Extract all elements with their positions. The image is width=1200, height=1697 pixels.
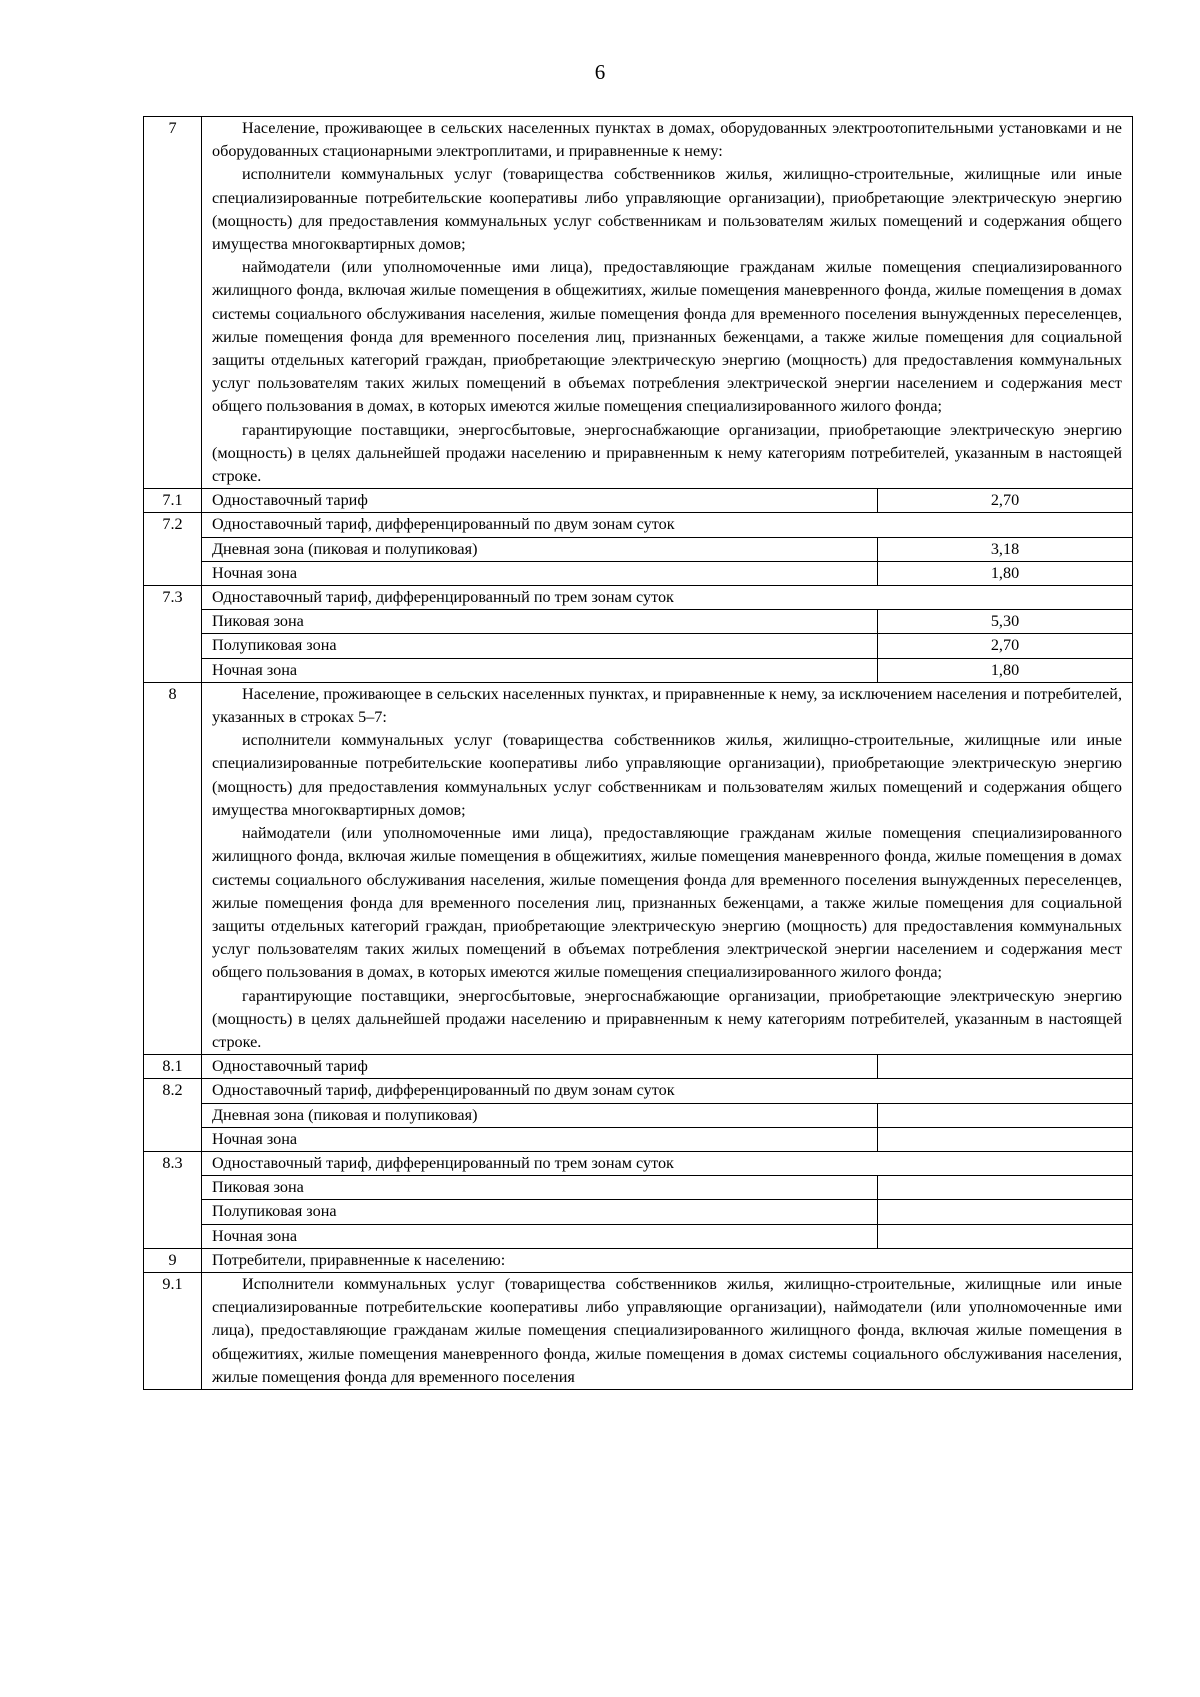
table-row: [144, 1200, 1133, 1224]
zone-label: Ночная зона: [202, 658, 878, 682]
tariff-table: [143, 116, 1133, 1390]
table-row: [144, 1176, 1133, 1200]
tariff-label: Одноставочный тариф: [202, 489, 878, 513]
paragraph: исполнители коммунальных услуг (товарищества собственников жилья, жилищно-строительные, жилищные или иные специализированные потребительские кооперативы либо управляющие организации), приобретающие электрическую энергию (мощность) для предоставления коммунальных услуг собственникам и пользователям жилых помещений и содержания общего имущества многоквартирных домов;: [212, 165, 1122, 254]
table-row: [144, 1151, 1133, 1175]
row-number: 7: [144, 117, 202, 489]
table-row: [144, 1272, 1133, 1389]
zone-label: Дневная зона (пиковая и полупиковая): [202, 537, 878, 561]
table-row: [144, 513, 1133, 537]
table-row: [144, 634, 1133, 658]
tariff-label: Одноставочный тариф, дифференцированный по двум зонам суток: [202, 513, 1133, 537]
row-number: 9.1: [144, 1272, 202, 1389]
zone-value: [877, 1176, 1132, 1200]
table-row: [144, 1103, 1133, 1127]
zone-label: Полупиковая зона: [202, 634, 878, 658]
table-row: [144, 537, 1133, 561]
zone-value: 2,70: [877, 634, 1132, 658]
row-description: [202, 682, 1133, 1054]
zone-value: [877, 1103, 1132, 1127]
table-row: [144, 658, 1133, 682]
tariff-label: Одноставочный тариф, дифференцированный по трем зонам суток: [202, 586, 1133, 610]
row-number: 8: [144, 682, 202, 1054]
table-row: [144, 561, 1133, 585]
tariff-label: Одноставочный тариф: [202, 1055, 878, 1079]
zone-value: 1,80: [877, 658, 1132, 682]
table-row: [144, 1079, 1133, 1103]
table-row: [144, 1224, 1133, 1248]
row-description: [202, 1272, 1133, 1389]
paragraph: Население, проживающее в сельских населенных пунктах, и приравненные к нему, за исключением населения и потребителей, указанных в строках 5–7:: [212, 684, 1122, 727]
zone-value: 3,18: [877, 537, 1132, 561]
zone-value: [877, 1200, 1132, 1224]
tariff-value: [877, 1055, 1132, 1079]
row-number: 7.1: [144, 489, 202, 513]
paragraph: гарантирующие поставщики, энергосбытовые, энергоснабжающие организации, приобретающие электрическую энергию (мощность) в целях дальнейшей продажи населению и приравненным к нему категориям потребителей, указанным в настоящей строке.: [212, 420, 1122, 486]
row-number: 8.1: [144, 1055, 202, 1079]
row-number: 8.2: [144, 1079, 202, 1152]
paragraph: гарантирующие поставщики, энергосбытовые, энергоснабжающие организации, приобретающие электрическую энергию (мощность) в целях дальнейшей продажи населению и приравненным к нему категориям потребителей, указанным в настоящей строке.: [212, 986, 1122, 1051]
table-row: [144, 117, 1133, 489]
zone-value: 5,30: [877, 610, 1132, 634]
table-row: [144, 1055, 1133, 1079]
row-description: [202, 117, 1133, 489]
row-number: 9: [144, 1248, 202, 1272]
zone-label: Пиковая зона: [202, 610, 878, 634]
paragraph: Исполнители коммунальных услуг (товарищества собственников жилья, жилищно-строительные, жилищные или иные специализированные потребительские кооперативы либо управляющие организации), наймодатели (или уполномоченные ими лица), предоставляющие гражданам жилые помещения специализированного жилищного фонда, включая жилые помещения в общежитиях, жилые помещения маневренного фонда, жилые помещения в домах системы социального обслуживания населения, жилые помещения фонда для временного поселения: [212, 1274, 1122, 1386]
zone-value: 1,80: [877, 561, 1132, 585]
tariff-value: 2,70: [877, 489, 1132, 513]
zone-label: Ночная зона: [202, 561, 878, 585]
tariff-label: Одноставочный тариф, дифференцированный по двум зонам суток: [202, 1079, 1133, 1103]
table-row: [144, 610, 1133, 634]
zone-label: Дневная зона (пиковая и полупиковая): [202, 1103, 878, 1127]
page-number: 6: [594, 60, 606, 84]
zone-label: Ночная зона: [202, 1127, 878, 1151]
zone-value: [877, 1127, 1132, 1151]
row-number: 7.3: [144, 586, 202, 683]
row-number: 8.3: [144, 1151, 202, 1248]
tariff-label: Одноставочный тариф, дифференцированный по трем зонам суток: [202, 1151, 1133, 1175]
table-row: [144, 682, 1133, 1054]
table-row: [144, 586, 1133, 610]
table-row: [144, 1248, 1133, 1272]
paragraph: наймодатели (или уполномоченные ими лица), предоставляющие гражданам жилые помещения специализированного жилищного фонда, включая жилые помещения в общежитиях, жилые помещения маневренного фонда, жилые помещения в домах системы социального обслуживания населения, жилые помещения фонда для временного поселения вынужденных переселенцев, жилые помещения фонда для временного поселения лиц, признанных беженцами, а также жилые помещения для социальной защиты отдельных категорий граждан, приобретающие электрическую энергию (мощность) для предоставления коммунальных услуг пользователям таких жилых помещений в объемах потребления электрической энергии населением и содержания мест общего пользования в домах, в которых имеются жилые помещения специализированного жилого фонда;: [212, 258, 1122, 416]
table-row: [144, 1127, 1133, 1151]
zone-label: Пиковая зона: [202, 1176, 878, 1200]
zone-label: Ночная зона: [202, 1224, 878, 1248]
paragraph: Население, проживающее в сельских населенных пунктах в домах, оборудованных электроотопительными установками и не оборудованных стационарными электроплитами, и приравненные к нему:: [212, 119, 1122, 161]
row-number: 7.2: [144, 513, 202, 586]
zone-value: [877, 1224, 1132, 1248]
table-row: [144, 489, 1133, 513]
section-label: Потребители, приравненные к населению:: [202, 1248, 1133, 1272]
paragraph: наймодатели (или уполномоченные ими лица), предоставляющие гражданам жилые помещения специализированного жилищного фонда, включая жилые помещения в общежитиях, жилые помещения маневренного фонда, жилые помещения в домах системы социального обслуживания населения, жилые помещения фонда для временного поселения вынужденных переселенцев, жилые помещения фонда для временного поселения лиц, признанных беженцами, а также жилые помещения для социальной защиты отдельных категорий граждан, приобретающие электрическую энергию (мощность) для предоставления коммунальных услуг пользователям таких жилых помещений в объемах потребления электрической энергии населением и содержания мест общего пользования в домах, в которых имеются жилые помещения специализированного жилого фонда;: [212, 824, 1122, 982]
paragraph: исполнители коммунальных услуг (товарищества собственников жилья, жилищно-строительные, жилищные или иные специализированные потребительские кооперативы либо управляющие организации), приобретающие электрическую энергию (мощность) для предоставления коммунальных услуг собственникам и пользователям жилых помещений и содержания общего имущества многоквартирных домов;: [212, 731, 1122, 819]
zone-label: Полупиковая зона: [202, 1200, 878, 1224]
